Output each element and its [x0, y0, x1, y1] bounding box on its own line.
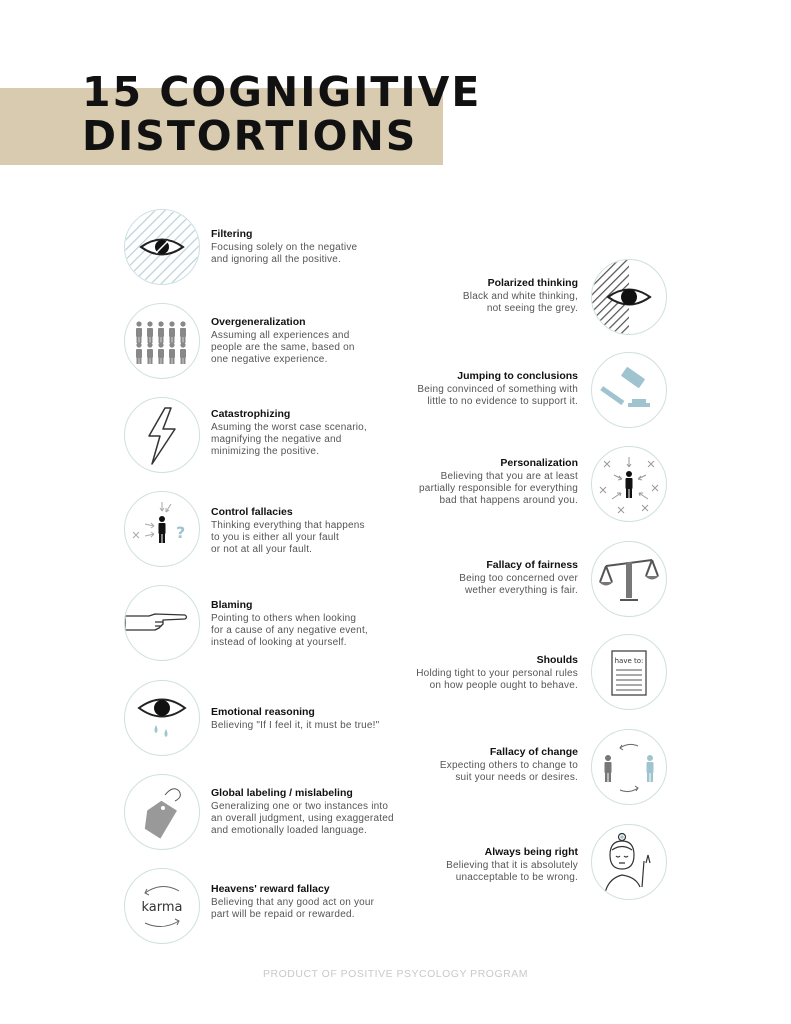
item-description: Pointing to others when looking for a cause of any negative event, instead of looking at yourself.	[211, 613, 368, 648]
item-description: Focusing solely on the negative and ignoring all the positive.	[211, 242, 358, 265]
people-change-icon	[591, 729, 667, 805]
item-heading: Emotional reasoning	[211, 706, 315, 718]
shoulds-note-text: have to:	[614, 657, 644, 665]
person-question-icon	[124, 491, 200, 567]
svg-text:?: ?	[176, 523, 186, 542]
item-description: Asuming the worst case scenario, magnifying the negative and minimizing the positive.	[211, 422, 367, 457]
item-description: Believing that you are at least partially responsible for everything bad that happens around you.	[419, 471, 578, 506]
scales-icon	[591, 541, 667, 617]
item-heading: Fallacy of change	[489, 746, 578, 758]
item-description: Thinking everything that happens to you is either all your fault or not at all your fault.	[211, 520, 365, 555]
people-group-icon	[124, 303, 200, 379]
item-description: Expecting others to change to suit your needs or desires.	[439, 760, 578, 783]
item-description: Assuming all experiences and people are the same, based on one negative experience.	[211, 330, 355, 365]
item-description: Generalizing one or two instances into an overall judgment, using exaggerated and emotionally loaded language.	[211, 801, 394, 836]
item-description: Being convinced of something with little to no evidence to support it.	[417, 384, 578, 407]
item-heading: Overgeneralization	[211, 316, 306, 328]
pointing-hand-icon	[124, 585, 200, 661]
lightning-bolt-icon	[124, 397, 200, 473]
checklist-icon	[591, 634, 667, 710]
filtering-icon	[124, 209, 200, 285]
karma-cycle-icon	[124, 868, 200, 944]
item-description: Being too concerned over wether everything is fair.	[459, 573, 578, 596]
page-title	[82, 70, 481, 158]
polarized-eye-icon	[591, 259, 667, 335]
item-heading: Shoulds	[536, 654, 578, 666]
item-heading: Polarized thinking	[487, 277, 578, 289]
price-tag-icon	[124, 774, 200, 850]
item-description: Black and white thinking, not seeing the grey.	[462, 291, 578, 314]
item-heading: Heavens' reward fallacy	[211, 883, 330, 895]
item-heading: Personalization	[500, 457, 578, 469]
raised-finger-person-icon	[591, 824, 667, 900]
person-blamed-icon	[591, 446, 667, 522]
item-heading: Fallacy of fairness	[486, 559, 578, 571]
item-heading: Jumping to conclusions	[457, 370, 578, 382]
item-heading: Catastrophizing	[211, 408, 291, 420]
karma-text: karma	[141, 900, 183, 915]
item-description: Holding tight to your personal rules on how people ought to behave.	[416, 668, 578, 691]
page-title-line-1: 15 COGNIGITIVE	[82, 68, 482, 116]
item-heading: Always being right	[484, 846, 578, 858]
item-description: Believing that it is absolutely unacceptable to be wrong.	[446, 860, 578, 883]
footer-credit: PRODUCT OF POSITIVE PSYCOLOGY PROGRAM	[263, 968, 528, 980]
item-heading: Global labeling / mislabeling	[211, 787, 353, 799]
page-title-line-2: DISTORTIONS	[82, 112, 418, 160]
item-heading: Filtering	[211, 228, 253, 240]
crying-eye-icon	[124, 680, 200, 756]
item-heading: Control fallacies	[211, 506, 293, 518]
item-description: Believing "If I feel it, it must be true!"	[211, 720, 380, 731]
item-heading: Blaming	[211, 599, 253, 611]
item-description: Believing that any good act on your part will be repaid or rewarded.	[211, 897, 375, 920]
gavel-icon	[591, 352, 667, 428]
